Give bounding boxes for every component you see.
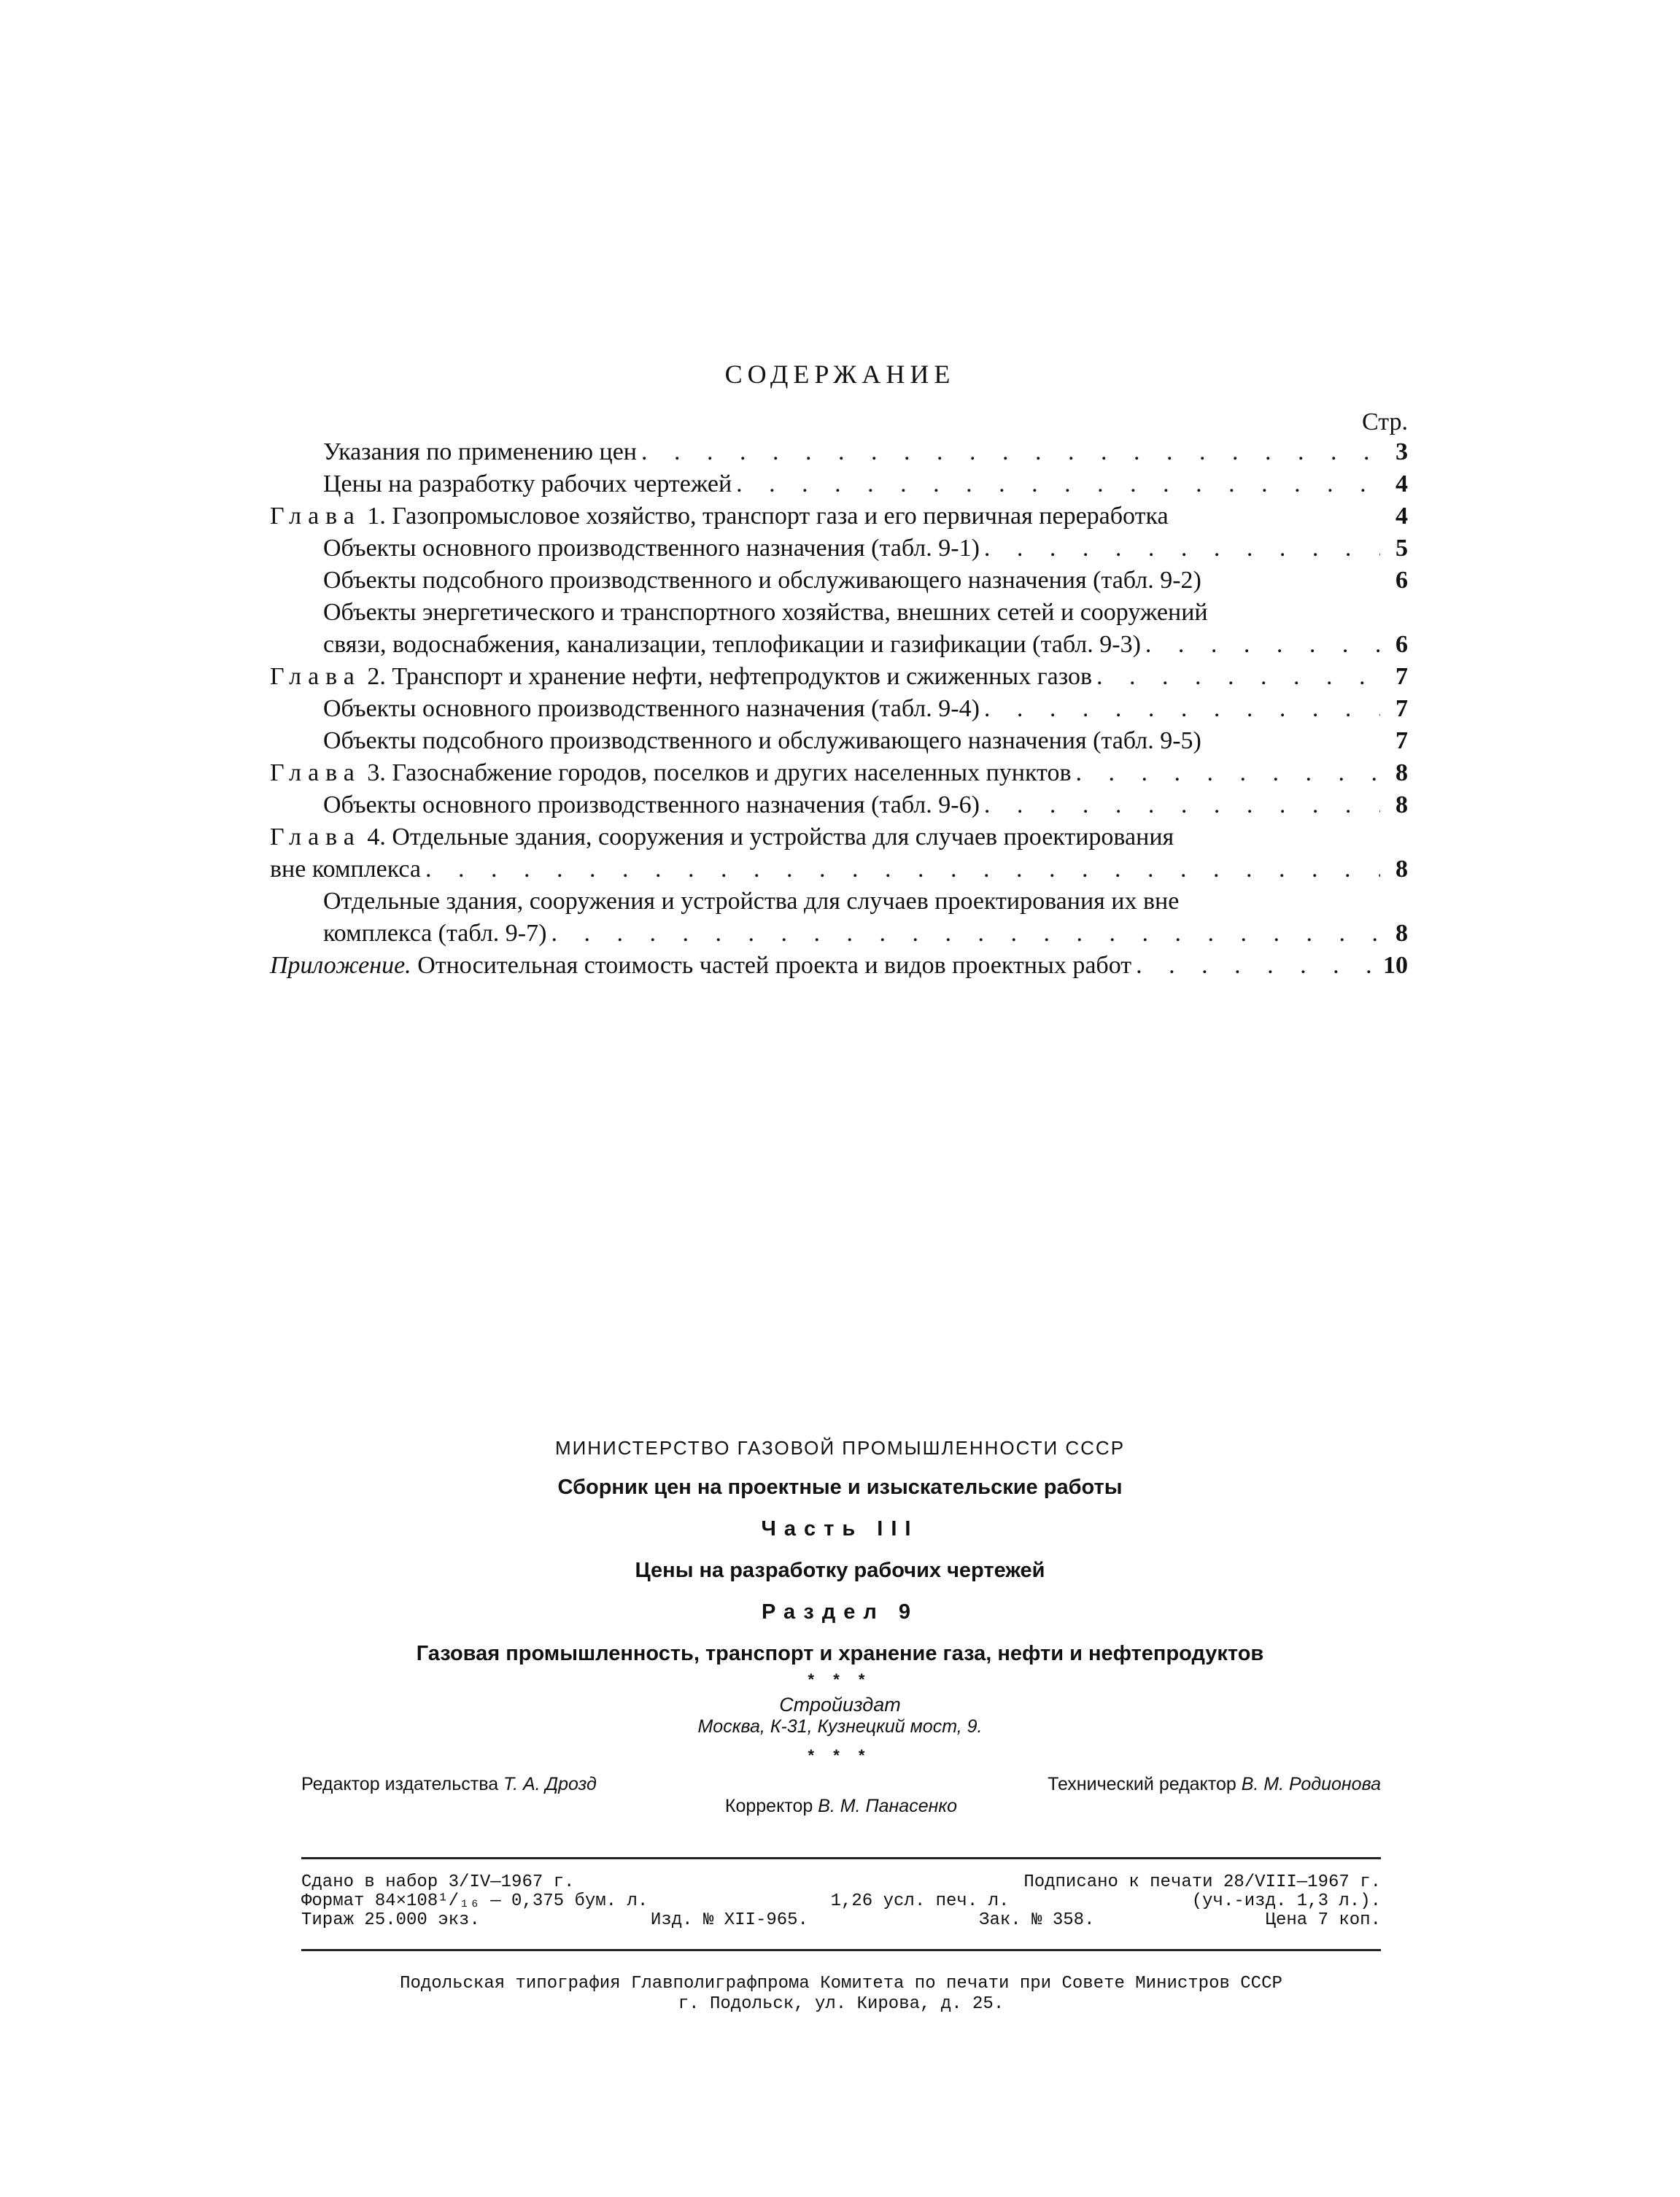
toc-entry-text-line1: Объекты энергетического и транспортного хозяйства, внешних сетей и сооружений (323, 599, 1208, 626)
toc-entry-page: 8 (1396, 759, 1408, 786)
part-title: Цены на разработку рабочих чертежей (635, 1559, 1045, 1582)
toc-entry-text: Объекты подсобного производственного и обслуживающего назначения (табл. 9-2) (323, 567, 1201, 594)
toc-entry-text-line2: комплекса (табл. 9-7) (323, 920, 547, 947)
toc-entry-page: 7 (1396, 727, 1408, 754)
printer-line2: г. Подольск, ул. Кирова, д. 25. (678, 1994, 1004, 2014)
toc-entry-text: Объекты основного производственного назначения (табл. 9-4) (323, 695, 980, 722)
section-title: Газовая промышленность, транспорт и хранение газа, нефти и нефтепродуктов (416, 1642, 1264, 1665)
toc-leader (1145, 629, 1380, 661)
editor-label: Редактор издательства (301, 1774, 499, 1794)
chapter-prefix: Глава (270, 759, 361, 786)
toc-entry-page: 4 (1396, 503, 1408, 530)
section-label: Раздел 9 (761, 1600, 918, 1624)
toc-leader (984, 693, 1380, 725)
format: Формат 84×108¹/₁₆ — 0,375 бум. л. (301, 1891, 649, 1911)
separator: * * * (808, 1746, 872, 1764)
toc-entry-text: Цены на разработку рабочих чертежей (323, 470, 732, 497)
toc-entry (270, 468, 1408, 500)
toc-entry-text: Указания по применению цен (323, 438, 637, 465)
tech-editor-label: Технический редактор (1048, 1774, 1236, 1794)
price: Цена 7 коп. (1265, 1910, 1381, 1930)
toc-entry (270, 532, 1408, 565)
typeset-date: Сдано в набор 3/IV—1967 г. (301, 1872, 575, 1892)
tech-editor-name: В. М. Родионова (1241, 1774, 1381, 1794)
toc-entry-page: 7 (1396, 663, 1408, 690)
toc-leader (1096, 661, 1380, 693)
table-of-contents (270, 408, 1408, 982)
part-label: Часть III (761, 1517, 919, 1541)
toc-entry-text-line1: Отдельные здания, сооружения и устройства для случаев проектирования их вне (323, 888, 1180, 915)
divider (301, 1857, 1381, 1859)
toc-entry-page: 8 (1396, 791, 1408, 818)
toc-leader (1136, 950, 1379, 982)
toc-title: СОДЕРЖАНИЕ (724, 360, 956, 389)
order-number: Зак. № 358. (979, 1910, 1095, 1930)
page-column-label: Стр. (1361, 408, 1408, 435)
toc-entry-page: 6 (1396, 631, 1408, 658)
divider (301, 1949, 1381, 1951)
ministry-name: МИНИСТЕРСТВО ГАЗОВОЙ ПРОМЫШЛЕННОСТИ СССР (554, 1437, 1126, 1459)
collection-title: Сборник цен на проектные и изыскательские работы (557, 1476, 1123, 1499)
publisher-sheets: (уч.-изд. 1,3 л.). (1191, 1891, 1381, 1911)
credits-block (301, 1773, 1381, 1817)
toc-entry-page: 4 (1396, 470, 1408, 497)
publication-data (301, 1873, 1381, 1930)
toc-entry-text: Объекты основного производственного назначения (табл. 9-6) (323, 791, 980, 818)
toc-entry-page: 8 (1396, 856, 1408, 883)
print-sheets: 1,26 усл. печ. л. (830, 1891, 1010, 1911)
toc-entry (270, 886, 1408, 950)
publisher-name: Стройиздат (779, 1694, 901, 1716)
toc-entry (270, 693, 1408, 725)
toc-leader (1076, 757, 1381, 789)
toc-leader (641, 436, 1380, 468)
toc-entry (270, 565, 1408, 597)
toc-entry-page: 5 (1396, 535, 1408, 562)
toc-chapter-entry (270, 757, 1408, 789)
editor-name: Т. А. Дрозд (503, 1774, 597, 1794)
toc-entry-text: 2. Транспорт и хранение нефти, нефтепродуктов и сжиженных газов (367, 663, 1093, 690)
toc-entry-page: 7 (1396, 695, 1408, 722)
toc-entry (270, 789, 1408, 821)
toc-leader (425, 853, 1380, 886)
print-run: Тираж 25.000 экз. (301, 1910, 480, 1930)
toc-entry-text: 3. Газоснабжение городов, поселков и других населенных пунктов (367, 759, 1072, 786)
chapter-prefix: Глава (270, 503, 361, 530)
separator: * * * (808, 1670, 872, 1689)
toc-entry (270, 725, 1408, 757)
toc-entry-text: 1. Газопромысловое хозяйство, транспорт газа и его первичная переработка (367, 503, 1169, 530)
imprint-block (0, 1437, 1680, 1768)
toc-appendix-entry (270, 950, 1408, 982)
toc-leader (551, 918, 1380, 950)
chapter-prefix: Глава (270, 824, 361, 850)
toc-entry-page: 3 (1396, 438, 1408, 465)
printer-info (301, 1974, 1381, 2015)
toc-entry-text: Объекты подсобного производственного и обслуживающего назначения (табл. 9-5) (323, 727, 1201, 754)
chapter-prefix: Глава (270, 663, 361, 690)
toc-entry (270, 436, 1408, 468)
toc-entry-text-line1: 4. Отдельные здания, сооружения и устройства для случаев проектирования (367, 824, 1174, 850)
toc-leader (984, 789, 1380, 821)
toc-entry-text: Относительная стоимость частей проекта и видов проектных работ (417, 952, 1132, 979)
toc-chapter-entry (270, 500, 1408, 532)
edition-number: Изд. № XII-965. (650, 1910, 808, 1930)
corrector-name: В. М. Панасенко (818, 1796, 958, 1816)
appendix-prefix: Приложение. (270, 952, 411, 979)
toc-chapter-entry (270, 821, 1408, 886)
publisher-address: Москва, К-31, Кузнецкий мост, 9. (697, 1716, 983, 1737)
signed-date: Подписано к печати 28/VIII—1967 г. (1023, 1872, 1381, 1892)
toc-entry-page: 6 (1396, 567, 1408, 594)
toc-leader (984, 532, 1380, 565)
toc-entry (270, 597, 1408, 661)
toc-entry-text-line2: связи, водоснабжения, канализации, теплофикации и газификации (табл. 9-3) (323, 631, 1141, 658)
toc-entry-text-line2: вне комплекса (270, 856, 422, 883)
toc-chapter-entry (270, 661, 1408, 693)
toc-leader (736, 468, 1380, 500)
toc-entry-page: 10 (1383, 952, 1408, 979)
toc-entry-page: 8 (1396, 920, 1408, 947)
toc-entry-text: Объекты основного производственного назначения (табл. 9-1) (323, 535, 980, 562)
corrector-label: Корректор (724, 1796, 813, 1816)
printer-line1: Подольская типография Главполиграфпрома Комитета по печати при Совете Министров СССР (400, 1974, 1282, 1993)
